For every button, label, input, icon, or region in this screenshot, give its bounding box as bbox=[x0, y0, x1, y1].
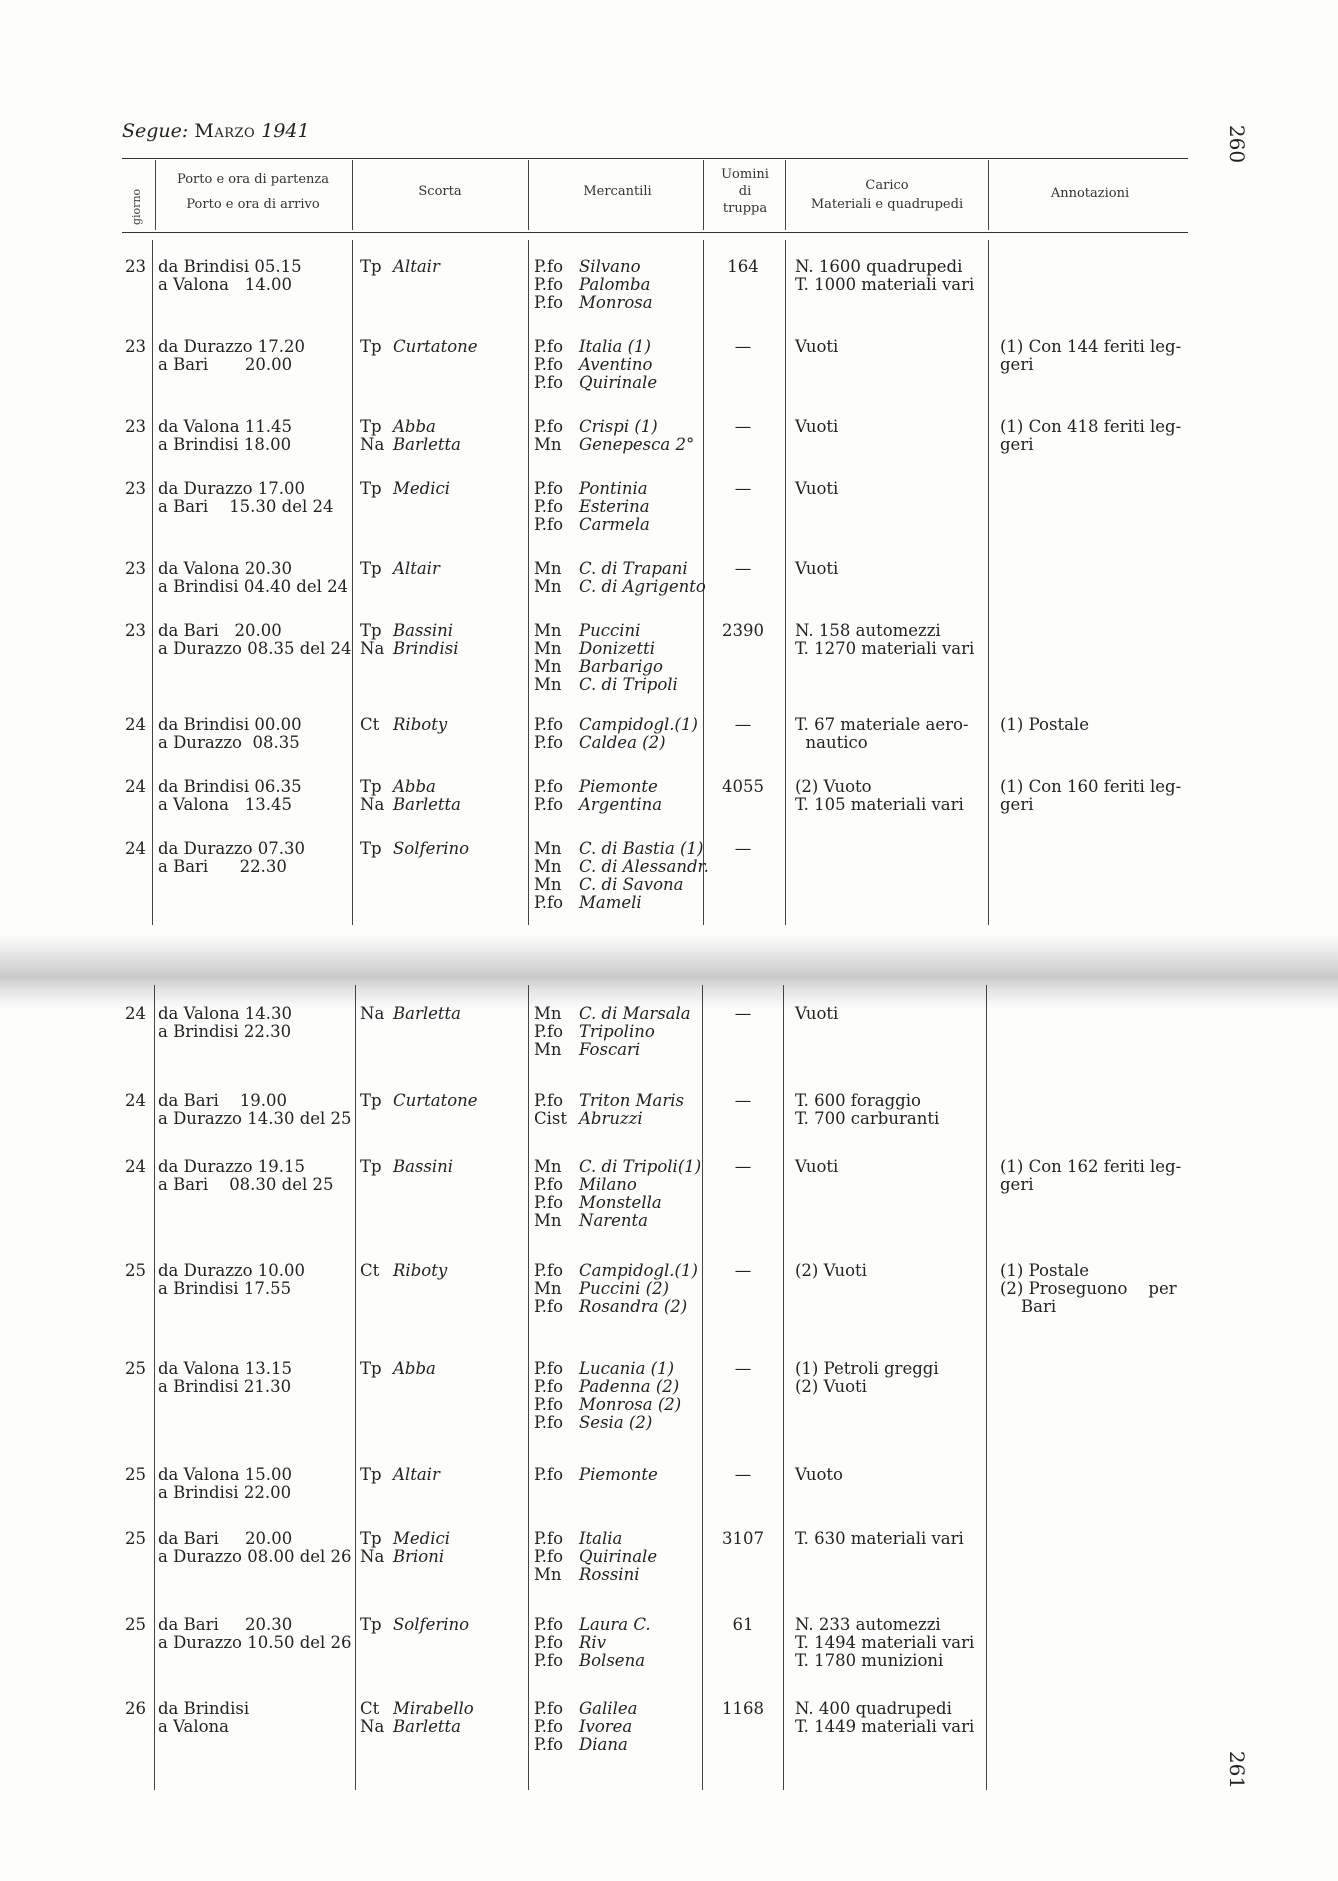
row-carico: T. 630 materiali vari bbox=[795, 1529, 964, 1548]
row-scorta-name: Barletta bbox=[393, 795, 461, 814]
row-scorta-name: Mirabello bbox=[393, 1699, 474, 1718]
row-porto: a Bari 22.30 bbox=[158, 857, 287, 876]
col-rule bbox=[785, 160, 786, 230]
row-merc-type: P.fo bbox=[534, 275, 564, 294]
col-uomini-3: truppa bbox=[722, 201, 768, 216]
row-scorta-name: Riboty bbox=[393, 715, 448, 734]
row-scorta-name: Barletta bbox=[393, 435, 461, 454]
row-scorta-type: Na bbox=[360, 435, 385, 454]
row-merc-name: Rosandra (2) bbox=[579, 1297, 688, 1316]
row-annotazione: (1) Postale bbox=[1000, 1261, 1089, 1280]
col-porto bbox=[158, 170, 348, 214]
row-scorta-type: Ct bbox=[360, 715, 380, 734]
row-annotazione: (1) Con 160 feriti leg- bbox=[1000, 777, 1182, 796]
row-merc-name: Laura C. bbox=[579, 1615, 651, 1634]
row-merc-type: P.fo bbox=[534, 479, 564, 498]
row-carico: N. 233 automezzi bbox=[795, 1615, 941, 1634]
row-scorta-type: Tp bbox=[360, 1359, 382, 1378]
row-merc-name: Barbarigo bbox=[579, 657, 663, 676]
row-carico: (2) Vuoto bbox=[795, 777, 872, 796]
row-merc-name: Monstella bbox=[579, 1193, 662, 1212]
col-rule bbox=[783, 985, 784, 1790]
row-scorta-type: Ct bbox=[360, 1261, 380, 1280]
row-scorta-name: Medici bbox=[393, 1529, 451, 1548]
col-giorno: giorno bbox=[130, 188, 143, 225]
row-day: 23 bbox=[125, 337, 146, 356]
row-annotazione: (1) Con 162 feriti leg- bbox=[1000, 1157, 1182, 1176]
row-porto: a Brindisi 17.55 bbox=[158, 1279, 292, 1298]
row-day: 24 bbox=[125, 1091, 146, 1110]
row-merc-type: P.fo bbox=[534, 1022, 564, 1041]
row-merc-type: P.fo bbox=[534, 1615, 564, 1634]
row-day: 25 bbox=[125, 1615, 146, 1634]
row-merc-type: P.fo bbox=[534, 1091, 564, 1110]
row-merc-type: Mn bbox=[534, 1040, 562, 1059]
row-merc-name: Tripolino bbox=[579, 1022, 655, 1041]
row-porto: da Valona 20.30 bbox=[158, 559, 293, 578]
row-carico: T. 600 foraggio bbox=[795, 1091, 921, 1110]
row-merc-name: Quirinale bbox=[579, 373, 658, 392]
row-day: 25 bbox=[125, 1261, 146, 1280]
row-porto: da Valona 14.30 bbox=[158, 1004, 293, 1023]
row-scorta-type: Tp bbox=[360, 1465, 382, 1484]
col-uomini-2: di bbox=[738, 184, 752, 199]
row-uomini: — bbox=[734, 839, 752, 858]
col-annotazioni: Annotazioni bbox=[1050, 186, 1130, 201]
row-merc-name: Narenta bbox=[579, 1211, 649, 1230]
row-scorta-name: Curtatone bbox=[393, 337, 478, 356]
row-porto: a Valona 13.45 bbox=[158, 795, 292, 814]
row-merc-type: Mn bbox=[534, 639, 562, 658]
row-porto: a Durazzo 08.35 bbox=[158, 733, 300, 752]
row-scorta-name: Abba bbox=[393, 1359, 436, 1378]
row-carico: T. 1494 materiali vari bbox=[795, 1633, 975, 1652]
col-carico-1: Carico bbox=[865, 178, 909, 193]
row-merc-name: Quirinale bbox=[579, 1547, 658, 1566]
row-porto: da Bari 20.00 bbox=[158, 1529, 293, 1548]
row-uomini: — bbox=[734, 1261, 752, 1280]
row-day: 24 bbox=[125, 777, 146, 796]
row-porto: da Durazzo 17.20 bbox=[158, 337, 306, 356]
col-rule bbox=[986, 985, 987, 1790]
row-merc-type: Mn bbox=[534, 1157, 562, 1176]
row-scorta-type: Ct bbox=[360, 1699, 380, 1718]
row-uomini: 3107 bbox=[722, 1529, 764, 1548]
row-merc-name: Triton Maris bbox=[579, 1091, 684, 1110]
row-annotazione: geri bbox=[1000, 435, 1034, 454]
row-merc-name: Caldea (2) bbox=[579, 733, 666, 752]
row-merc-name: Carmela bbox=[579, 515, 650, 534]
row-carico: Vuoti bbox=[795, 417, 839, 436]
row-porto: da Durazzo 19.15 bbox=[158, 1157, 306, 1176]
row-uomini: 61 bbox=[732, 1615, 754, 1634]
col-rule bbox=[152, 240, 153, 925]
row-merc-type: P.fo bbox=[534, 373, 564, 392]
row-uomini: — bbox=[734, 479, 752, 498]
row-merc-name: Ivorea bbox=[579, 1717, 633, 1736]
row-merc-type: P.fo bbox=[534, 893, 564, 912]
row-day: 25 bbox=[125, 1465, 146, 1484]
row-uomini: — bbox=[734, 1091, 752, 1110]
row-merc-type: Mn bbox=[534, 675, 562, 694]
row-merc-type: P.fo bbox=[534, 355, 564, 374]
row-scorta-type: Na bbox=[360, 1547, 385, 1566]
row-scorta-type: Tp bbox=[360, 1615, 382, 1634]
row-merc-name: C. di Bastia (1) bbox=[579, 839, 704, 858]
row-porto: da Brindisi 00.00 bbox=[158, 715, 302, 734]
row-scorta-type: Na bbox=[360, 795, 385, 814]
row-day: 24 bbox=[125, 1004, 146, 1023]
row-merc-type: P.fo bbox=[534, 1633, 564, 1652]
row-merc-name: Abruzzi bbox=[579, 1109, 643, 1128]
row-porto: da Brindisi 05.15 bbox=[158, 257, 302, 276]
col-rule bbox=[154, 985, 155, 1790]
row-merc-type: Mn bbox=[534, 1211, 562, 1230]
row-merc-type: Mn bbox=[534, 839, 562, 858]
row-porto: a Brindisi 22.30 bbox=[158, 1022, 292, 1041]
row-uomini: 2390 bbox=[722, 621, 764, 640]
row-scorta-type: Tp bbox=[360, 417, 382, 436]
row-merc-name: Campidogl.(1) bbox=[579, 715, 698, 734]
col-uomini-1: Uomini bbox=[721, 167, 769, 182]
row-merc-name: Puccini (2) bbox=[579, 1279, 670, 1298]
row-porto: a Valona 14.00 bbox=[158, 275, 292, 294]
row-merc-type: P.fo bbox=[534, 715, 564, 734]
col-uomini bbox=[705, 166, 785, 217]
row-merc-type: P.fo bbox=[534, 1735, 564, 1754]
row-merc-type: P.fo bbox=[534, 733, 564, 752]
row-scorta-type: Na bbox=[360, 639, 385, 658]
row-merc-name: Padenna (2) bbox=[579, 1377, 680, 1396]
page-number-top: 260 bbox=[1225, 124, 1250, 164]
row-carico: Vuoti bbox=[795, 479, 839, 498]
row-merc-name: Sesia (2) bbox=[579, 1413, 653, 1432]
row-annotazione: geri bbox=[1000, 355, 1034, 374]
row-day: 24 bbox=[125, 715, 146, 734]
header-bottom-rule bbox=[122, 232, 1188, 233]
row-scorta-name: Altair bbox=[393, 1465, 440, 1484]
row-porto: a Bari 15.30 del 24 bbox=[158, 497, 334, 516]
row-carico: nautico bbox=[795, 733, 868, 752]
row-carico: Vuoti bbox=[795, 559, 839, 578]
row-merc-name: Milano bbox=[579, 1175, 637, 1194]
row-scorta-name: Altair bbox=[393, 559, 440, 578]
row-merc-type: Mn bbox=[534, 657, 562, 676]
row-merc-type: P.fo bbox=[534, 795, 564, 814]
row-porto: a Bari 20.00 bbox=[158, 355, 293, 374]
row-merc-type: P.fo bbox=[534, 1699, 564, 1718]
page-number-bottom: 261 bbox=[1225, 1750, 1250, 1790]
row-merc-type: Mn bbox=[534, 577, 562, 596]
row-scorta-name: Bassini bbox=[393, 1157, 454, 1176]
row-merc-type: P.fo bbox=[534, 417, 564, 436]
row-annotazione: (2) Proseguono per bbox=[1000, 1279, 1177, 1298]
row-uomini: — bbox=[734, 559, 752, 578]
row-merc-type: P.fo bbox=[534, 337, 564, 356]
row-uomini: — bbox=[734, 1004, 752, 1023]
row-day: 25 bbox=[125, 1359, 146, 1378]
row-scorta-name: Barletta bbox=[393, 1717, 461, 1736]
row-carico: (2) Vuoti bbox=[795, 1261, 867, 1280]
row-merc-name: Aventino bbox=[579, 355, 653, 374]
row-merc-type: P.fo bbox=[534, 1261, 564, 1280]
row-scorta-type: Tp bbox=[360, 257, 382, 276]
row-merc-type: P.fo bbox=[534, 1651, 564, 1670]
row-carico: T. 1780 munizioni bbox=[795, 1651, 944, 1670]
row-annotazione: Bari bbox=[1000, 1297, 1057, 1316]
row-merc-name: Piemonte bbox=[579, 777, 658, 796]
row-porto: a Brindisi 21.30 bbox=[158, 1377, 292, 1396]
row-merc-name: Puccini bbox=[579, 621, 641, 640]
row-day: 23 bbox=[125, 559, 146, 578]
col-porto-partenza: Porto e ora di partenza bbox=[177, 172, 329, 187]
row-merc-name: Silvano bbox=[579, 257, 641, 276]
row-scorta-name: Riboty bbox=[393, 1261, 448, 1280]
row-merc-type: P.fo bbox=[534, 1395, 564, 1414]
row-porto: da Brindisi 06.35 bbox=[158, 777, 302, 796]
row-porto: a Durazzo 10.50 del 26 bbox=[158, 1633, 352, 1652]
row-porto: a Brindisi 22.00 bbox=[158, 1483, 292, 1502]
col-carico bbox=[787, 176, 987, 214]
row-merc-name: C. di Tripoli(1) bbox=[579, 1157, 702, 1176]
row-merc-name: Campidogl.(1) bbox=[579, 1261, 698, 1280]
row-scorta-name: Barletta bbox=[393, 1004, 461, 1023]
row-scorta-name: Solferino bbox=[393, 1615, 470, 1634]
row-day: 23 bbox=[125, 479, 146, 498]
row-scorta-name: Medici bbox=[393, 479, 451, 498]
row-merc-name: Italia bbox=[579, 1529, 623, 1548]
row-merc-type: P.fo bbox=[534, 1377, 564, 1396]
row-day: 23 bbox=[125, 621, 146, 640]
col-rule bbox=[988, 160, 989, 230]
row-merc-name: Piemonte bbox=[579, 1465, 658, 1484]
row-day: 23 bbox=[125, 257, 146, 276]
header-top-rule bbox=[122, 158, 1188, 159]
page-fold bbox=[0, 935, 1338, 1010]
row-merc-type: P.fo bbox=[534, 1413, 564, 1432]
row-merc-type: P.fo bbox=[534, 497, 564, 516]
row-scorta-type: Tp bbox=[360, 621, 382, 640]
row-porto: da Brindisi bbox=[158, 1699, 250, 1718]
row-merc-name: Italia (1) bbox=[579, 337, 651, 356]
row-merc-type: Cist bbox=[534, 1109, 567, 1128]
row-merc-type: Mn bbox=[534, 857, 562, 876]
row-porto: da Durazzo 17.00 bbox=[158, 479, 306, 498]
col-rule bbox=[352, 240, 353, 925]
row-scorta-name: Brindisi bbox=[393, 639, 459, 658]
row-merc-name: Crispi (1) bbox=[579, 417, 658, 436]
col-scorta: Scorta bbox=[418, 184, 462, 199]
row-merc-name: C. di Savona bbox=[579, 875, 684, 894]
row-merc-type: Mn bbox=[534, 559, 562, 578]
row-merc-name: Genepesca 2° bbox=[579, 435, 695, 454]
row-scorta-type: Tp bbox=[360, 559, 382, 578]
row-merc-name: Lucania (1) bbox=[579, 1359, 675, 1378]
row-scorta-type: Tp bbox=[360, 337, 382, 356]
row-porto: da Bari 20.30 bbox=[158, 1615, 293, 1634]
row-uomini: 4055 bbox=[722, 777, 764, 796]
row-porto: a Brindisi 04.40 del 24 bbox=[158, 577, 349, 596]
row-merc-name: Riv bbox=[579, 1633, 607, 1652]
row-carico: (2) Vuoti bbox=[795, 1377, 867, 1396]
row-porto: da Durazzo 10.00 bbox=[158, 1261, 306, 1280]
row-merc-type: P.fo bbox=[534, 515, 564, 534]
row-merc-type: Mn bbox=[534, 1279, 562, 1298]
row-uomini: 1168 bbox=[722, 1699, 764, 1718]
row-day: 23 bbox=[125, 417, 146, 436]
row-merc-name: Mameli bbox=[579, 893, 642, 912]
row-merc-type: P.fo bbox=[534, 293, 564, 312]
row-carico: N. 158 automezzi bbox=[795, 621, 941, 640]
row-porto: a Durazzo 08.00 del 26 bbox=[158, 1547, 352, 1566]
row-scorta-name: Abba bbox=[393, 417, 436, 436]
row-carico: Vuoti bbox=[795, 1004, 839, 1023]
row-merc-type: P.fo bbox=[534, 1717, 564, 1736]
row-porto: a Bari 08.30 del 25 bbox=[158, 1175, 334, 1194]
row-day: 24 bbox=[125, 1157, 146, 1176]
row-merc-name: Donizetti bbox=[579, 639, 656, 658]
row-scorta-type: Na bbox=[360, 1004, 385, 1023]
row-annotazione: (1) Con 418 feriti leg- bbox=[1000, 417, 1182, 436]
col-rule bbox=[528, 240, 529, 925]
row-scorta-type: Tp bbox=[360, 1157, 382, 1176]
row-merc-type: P.fo bbox=[534, 777, 564, 796]
row-merc-type: Mn bbox=[534, 621, 562, 640]
row-scorta-type: Tp bbox=[360, 777, 382, 796]
row-scorta-name: Brioni bbox=[393, 1547, 445, 1566]
title-prefix: Segue: bbox=[122, 120, 189, 142]
row-merc-type: P.fo bbox=[534, 1529, 564, 1548]
row-porto: a Durazzo 14.30 del 25 bbox=[158, 1109, 352, 1128]
row-porto: da Valona 13.15 bbox=[158, 1359, 293, 1378]
row-porto: da Bari 20.00 bbox=[158, 621, 282, 640]
col-rule bbox=[988, 240, 989, 925]
row-carico: T. 1270 materiali vari bbox=[795, 639, 975, 658]
row-carico: (1) Petroli greggi bbox=[795, 1359, 939, 1378]
row-carico: T. 700 carburanti bbox=[795, 1109, 940, 1128]
row-porto: a Durazzo 08.35 del 24 bbox=[158, 639, 352, 658]
row-merc-name: C. di Tripoli bbox=[579, 675, 678, 694]
row-carico: N. 400 quadrupedi bbox=[795, 1699, 952, 1718]
col-porto-arrivo: Porto e ora di arrivo bbox=[186, 197, 320, 212]
row-merc-name: C. di Marsala bbox=[579, 1004, 691, 1023]
row-annotazione: (1) Con 144 feriti leg- bbox=[1000, 337, 1182, 356]
row-scorta-type: Na bbox=[360, 1717, 385, 1736]
row-merc-type: P.fo bbox=[534, 1193, 564, 1212]
row-uomini: — bbox=[734, 1465, 752, 1484]
row-uomini: — bbox=[734, 417, 752, 436]
row-merc-type: P.fo bbox=[534, 1547, 564, 1566]
row-merc-type: P.fo bbox=[534, 257, 564, 276]
row-scorta-name: Bassini bbox=[393, 621, 454, 640]
col-rule bbox=[703, 160, 704, 230]
col-carico-2: Materiali e quadrupedi bbox=[810, 197, 964, 212]
row-scorta-type: Tp bbox=[360, 839, 382, 858]
col-rule bbox=[155, 160, 156, 230]
row-merc-name: C. di Alessandr. bbox=[579, 857, 709, 876]
row-merc-type: P.fo bbox=[534, 1465, 564, 1484]
row-day: 26 bbox=[125, 1699, 146, 1718]
row-carico: Vuoti bbox=[795, 1157, 839, 1176]
row-merc-name: Foscari bbox=[579, 1040, 641, 1059]
row-scorta-name: Altair bbox=[393, 257, 440, 276]
row-porto: da Valona 11.45 bbox=[158, 417, 293, 436]
row-day: 24 bbox=[125, 839, 146, 858]
col-rule bbox=[355, 985, 356, 1790]
row-porto: da Valona 15.00 bbox=[158, 1465, 293, 1484]
row-scorta-name: Solferino bbox=[393, 839, 470, 858]
row-merc-name: Monrosa bbox=[579, 293, 653, 312]
row-merc-name: Diana bbox=[579, 1735, 628, 1754]
row-merc-type: Mn bbox=[534, 875, 562, 894]
row-porto: a Brindisi 18.00 bbox=[158, 435, 292, 454]
row-merc-name: C. di Trapani bbox=[579, 559, 688, 578]
row-merc-type: Mn bbox=[534, 1004, 562, 1023]
row-uomini: — bbox=[734, 1359, 752, 1378]
row-carico: Vuoti bbox=[795, 337, 839, 356]
row-uomini: 164 bbox=[727, 257, 759, 276]
title-month: Marzo bbox=[194, 120, 256, 142]
row-scorta-name: Abba bbox=[393, 777, 436, 796]
col-rule bbox=[702, 985, 703, 1790]
row-porto: a Valona bbox=[158, 1717, 229, 1736]
col-mercantili: Mercantili bbox=[583, 184, 652, 199]
row-day: 25 bbox=[125, 1529, 146, 1548]
row-merc-name: Rossini bbox=[579, 1565, 640, 1584]
row-merc-name: Monrosa (2) bbox=[579, 1395, 682, 1414]
row-merc-name: Bolsena bbox=[579, 1651, 646, 1670]
row-merc-name: C. di Agrigento bbox=[579, 577, 706, 596]
row-scorta-type: Tp bbox=[360, 1529, 382, 1548]
row-uomini: — bbox=[734, 337, 752, 356]
row-annotazione: geri bbox=[1000, 1175, 1034, 1194]
row-uomini: — bbox=[734, 715, 752, 734]
col-rule bbox=[785, 240, 786, 925]
row-annotazione: (1) Postale bbox=[1000, 715, 1089, 734]
row-annotazione: geri bbox=[1000, 795, 1034, 814]
row-scorta-name: Curtatone bbox=[393, 1091, 478, 1110]
col-rule bbox=[528, 985, 529, 1790]
row-merc-type: P.fo bbox=[534, 1297, 564, 1316]
row-porto: da Bari 19.00 bbox=[158, 1091, 287, 1110]
row-carico: T. 1000 materiali vari bbox=[795, 275, 975, 294]
row-uomini: — bbox=[734, 1157, 752, 1176]
row-merc-type: P.fo bbox=[534, 1175, 564, 1194]
row-merc-name: Argentina bbox=[579, 795, 663, 814]
row-carico: T. 105 materiali vari bbox=[795, 795, 964, 814]
col-rule bbox=[528, 160, 529, 230]
row-merc-name: Pontinia bbox=[579, 479, 648, 498]
row-scorta-type: Tp bbox=[360, 1091, 382, 1110]
page-title bbox=[122, 120, 310, 142]
col-rule bbox=[352, 160, 353, 230]
row-merc-name: Galilea bbox=[579, 1699, 638, 1718]
row-merc-name: Esterina bbox=[579, 497, 650, 516]
row-merc-type: P.fo bbox=[534, 1359, 564, 1378]
row-carico: T. 1449 materiali vari bbox=[795, 1717, 975, 1736]
row-scorta-type: Tp bbox=[360, 479, 382, 498]
title-year: 1941 bbox=[261, 120, 310, 142]
row-carico: N. 1600 quadrupedi bbox=[795, 257, 963, 276]
row-carico: Vuoto bbox=[795, 1465, 843, 1484]
row-merc-type: Mn bbox=[534, 435, 562, 454]
row-merc-type: Mn bbox=[534, 1565, 562, 1584]
row-porto: da Durazzo 07.30 bbox=[158, 839, 306, 858]
row-carico: T. 67 materiale aero- bbox=[795, 715, 969, 734]
row-merc-name: Palomba bbox=[579, 275, 651, 294]
